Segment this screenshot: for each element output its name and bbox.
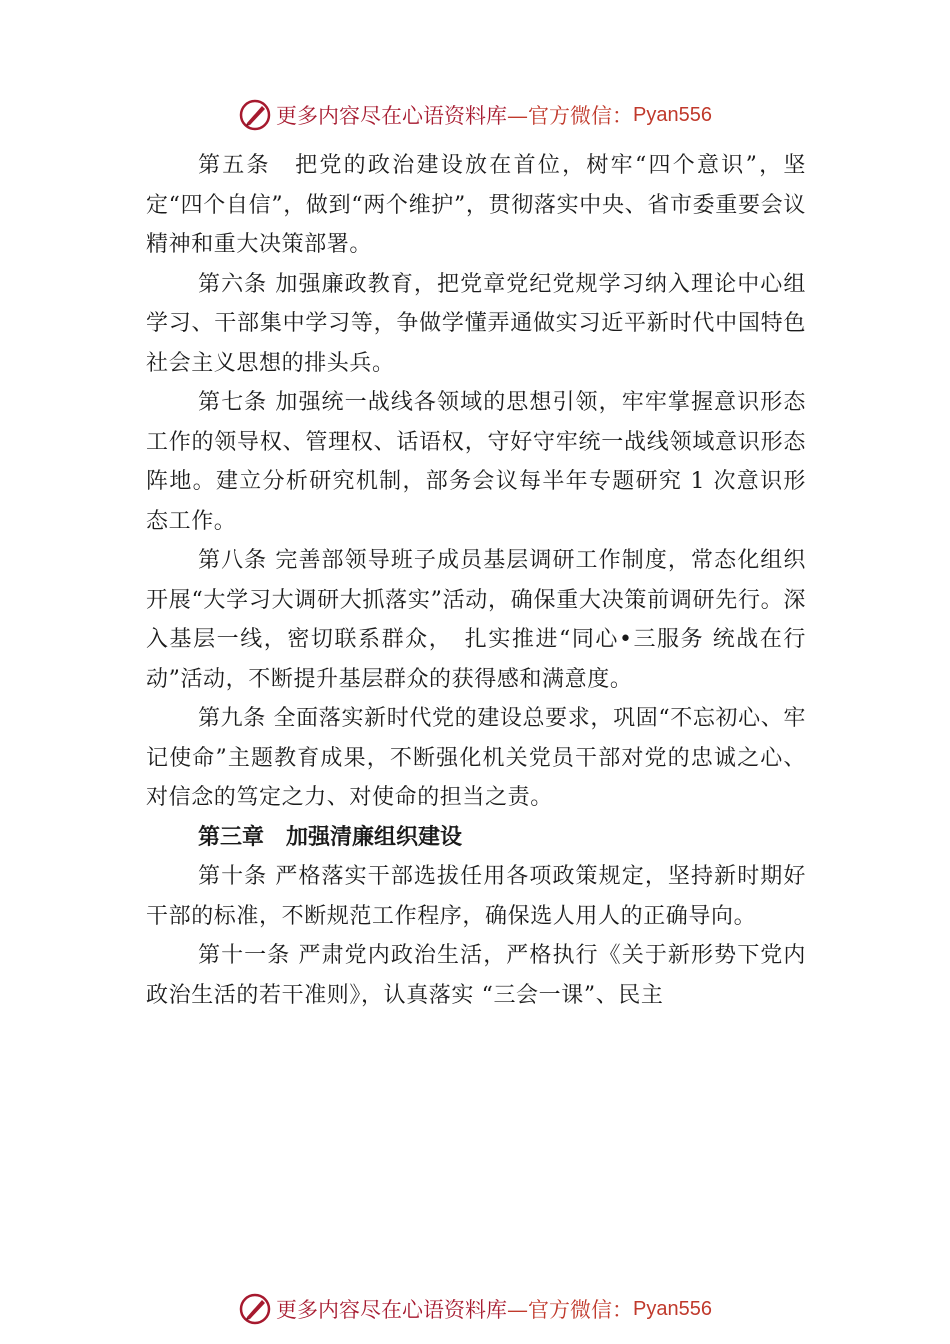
article-5: 第五条 把党的政治建设放在首位，树牢“四个意识”，坚定“四个自信”，做到“两个维护”，贯彻落实中央、省市委重要会议精神和重大决策部署。 [146, 153, 806, 257]
document-body [146, 146, 806, 1015]
article-11: 第十一条 严肃党内政治生活，严格执行《关于新形势下党内政治生活的若干准则》，认真落实 “三会一课”、民主 [146, 943, 806, 1008]
header-brand: 更多内容尽在心语资料库 [276, 104, 508, 128]
header-banner [0, 95, 950, 135]
quill-logo-icon [238, 1292, 272, 1326]
header-contact-prefix: —官方微信： [507, 104, 634, 128]
article-10: 第十条 严格落实干部选拔任用各项政策规定，坚持新时期好干部的标准，不断规范工作程序，确保选人用人的正确导向。 [146, 864, 806, 929]
footer-account: Pyan556 [633, 1297, 712, 1320]
footer-brand: 更多内容尽在心语资料库 [276, 1298, 508, 1322]
quill-logo-icon [238, 98, 272, 132]
article-7: 第七条 加强统一战线各领域的思想引领，牢牢掌握意识形态工作的领导权、管理权、话语权，守好守牢统一战线领域意识形态阵地。建立分析研究机制，部务会议每半年专题研究 1 次意识形态工作。 [146, 390, 806, 534]
article-6: 第六条 加强廉政教育，把党章党纪党规学习纳入理论中心组学习、干部集中学习等，争做学懂弄通做实习近平新时代中国特色社会主义思想的排头兵。 [146, 271, 806, 376]
footer-contact-prefix: —官方微信： [507, 1298, 634, 1322]
article-8: 第八条 完善部领导班子成员基层调研工作制度，常态化组织开展“大学习大调研大抓落实”活动，确保重大决策前调研先行。深入基层一线，密切联系群众， 扎实推进“同心•三服务 统战在行动”活动，不断提升基层群众的获得感和满意度。 [146, 548, 806, 692]
chapter-title: 第三章 加强清廉组织建设 [198, 824, 463, 850]
header-account: Pyan556 [633, 103, 712, 126]
footer-banner [0, 1289, 950, 1329]
article-9: 第九条 全面落实新时代党的建设总要求，巩固“不忘初心、牢记使命”主题教育成果，不断强化机关党员干部对党的忠诚之心、对信念的笃定之力、对使命的担当之责。 [146, 706, 806, 810]
